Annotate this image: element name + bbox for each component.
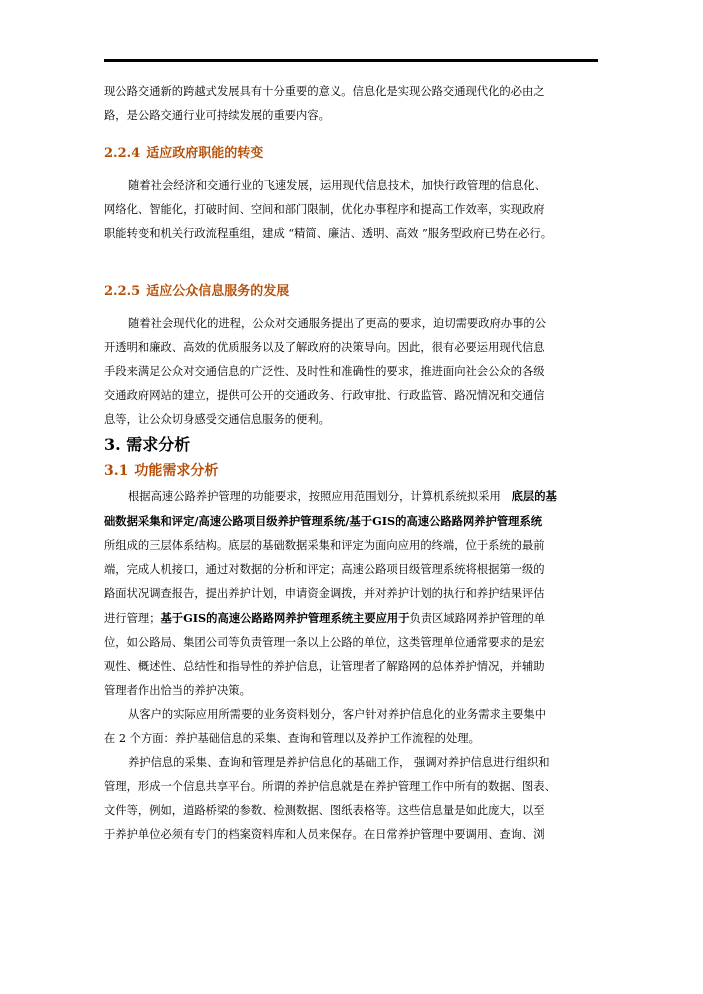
text-span: 进行管理； — [104, 612, 161, 625]
text-line: 息等，让公众切身感受交通信息服务的便利。 — [104, 413, 330, 426]
text-line: 位，如公路局、集团公司等负责管理一条以上公路的单位，这类管理单位通常要求的是宏 — [104, 636, 545, 649]
bold-text: 础数据采集和评定/高速公路项目级养护管理系统/基于GIS的高速公路路网养护管理系统 — [104, 514, 543, 528]
section-number: 2.2.5 — [104, 284, 141, 299]
text-line: 文件等，例如，道路桥梁的参数、检测数据、图纸表格等。这些信息量是如此庞大，以至 — [104, 804, 545, 817]
text-line: 手段来满足公众对交通信息的广泛性、及时性和准确性的要求，推进面向社会公众的各级 — [104, 365, 545, 378]
section-3-1-paragraph-2 — [104, 703, 598, 751]
text-line: 于养护单位必须有专门的档案资料库和人员来保存。在日常养护管理中要调用、查询、浏 — [104, 828, 545, 841]
text-line — [104, 484, 598, 509]
text-line — [104, 606, 598, 631]
section-heading-3-1 — [104, 458, 598, 484]
text-line: 随着社会现代化的进程，公众对交通服务提出了更高的要求，迫切需要政府办事的公 — [128, 317, 546, 330]
section-heading-2-2-5 — [104, 280, 598, 304]
text-span: 负责区域路网养护管理的单 — [409, 612, 546, 625]
chapter-title: 需求分析 — [126, 435, 191, 454]
text-span: 根据高速公路养护管理的功能要求，按照应用范围划分，计算机系统拟采用 — [128, 490, 501, 503]
text-line: 网络化、智能化，打破时间、空间和部门限制，优化办事程序和提高工作效率，实现政府 — [104, 203, 545, 216]
text-line: 交通政府网站的建立，提供可公开的交通政务、行政审批、行政监管、路况情况和交通信 — [104, 389, 545, 402]
text-line: 职能转变和机关行政流程重组，建成 “精简、廉洁、透明、高效 ”服务型政府已势在必行。 — [104, 227, 553, 240]
intro-paragraph — [104, 80, 598, 128]
chapter-heading-3 — [104, 432, 598, 458]
text-line: 现公路交通新的跨越式发展具有十分重要的意义。信息化是实现公路交通现代化的必由之 — [104, 85, 545, 98]
text-line — [104, 509, 598, 534]
section-title: 适应政府职能的转变 — [146, 146, 264, 161]
section-heading-2-2-4 — [104, 142, 598, 166]
section-2-2-5-paragraph — [104, 312, 598, 432]
section-title: 功能需求分析 — [134, 463, 219, 479]
section-title: 适应公众信息服务的发展 — [146, 284, 290, 299]
bold-text: 底层的基 — [511, 489, 557, 503]
section-2-2-4-paragraph — [104, 174, 598, 246]
text-line: 管理者作出恰当的养护决策。 — [104, 684, 251, 697]
text-line: 随着社会经济和交通行业的飞速发展，运用现代信息技术，加快行政管理的信息化、 — [128, 179, 546, 192]
section-number: 2.2.4 — [104, 146, 141, 161]
section-3-1-paragraph-1 — [104, 484, 598, 703]
chapter-number: 3. — [104, 435, 121, 454]
text-line: 开透明和廉政、高效的优质服务以及了解政府的决策导向。因此，很有必要运用现代信息 — [104, 341, 545, 354]
text-line: 所组成的三层体系结构。底层的基础数据采集和评定为面向应用的终端，位于系统的最前 — [104, 539, 545, 552]
text-line: 养护信息的采集、查询和管理是养护信息化的基础工作， 强调对养护信息进行组织和 — [128, 756, 550, 769]
text-line: 端，完成人机接口，通过对数据的分析和评定；高速公路项目级管理系统将根据第一级的 — [104, 563, 545, 576]
text-line: 路，是公路交通行业可持续发展的重要内容。 — [104, 109, 330, 122]
header-rule — [104, 59, 598, 62]
text-line: 管理，形成一个信息共享平台。所谓的养护信息就是在养护管理工作中所有的数据、图表、 — [104, 780, 556, 793]
text-line: 观性、概述性、总结性和指导性的养护信息，让管理者了解路网的总体养护情况，并辅助 — [104, 660, 545, 673]
document-page — [104, 80, 598, 847]
section-number: 3.1 — [104, 463, 129, 479]
bold-text: 基于GIS的高速公路路网养护管理系统主要应用于 — [160, 611, 410, 625]
text-line: 在 2 个方面：养护基础信息的采集、查询和管理以及养护工作流程的处理。 — [104, 732, 480, 745]
section-3-1-paragraph-3 — [104, 751, 598, 847]
text-line: 从客户的实际应用所需要的业务资料划分，客户针对养护信息化的业务需求主要集中 — [128, 708, 546, 721]
text-line: 路面状况调查报告，提出养护计划，申请资金调拨，并对养护计划的执行和养护结果评估 — [104, 587, 545, 600]
